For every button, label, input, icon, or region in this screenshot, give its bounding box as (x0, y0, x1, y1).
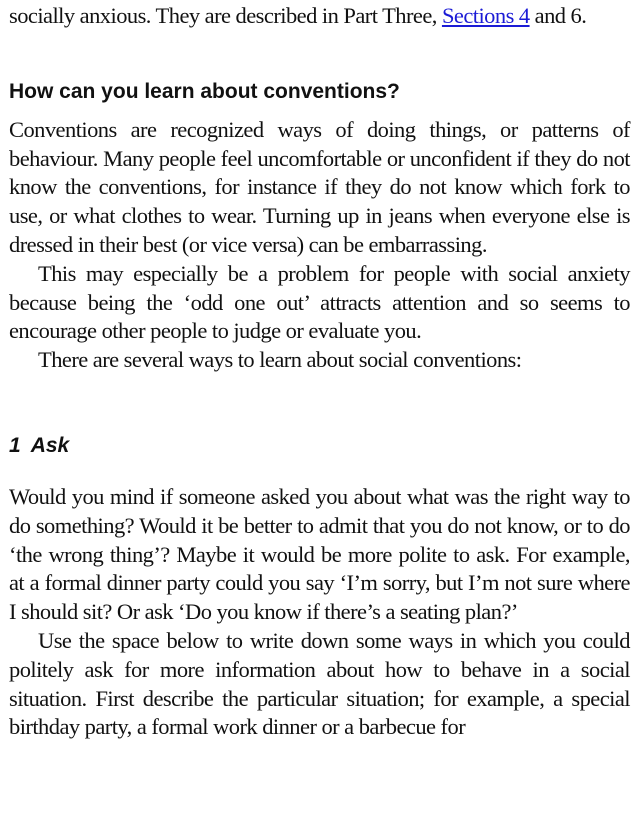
ask-paragraph-2: Use the space below to write down some ways in which you could politely ask for more information about how to behave in a social situation. First describe the particular situation; for example, a special birthday party, a formal work dinner or a barbecue for (9, 627, 630, 740)
conventions-paragraph-1: Conventions are recognized ways of doing things, or patterns of behaviour. Many people feel uncomfortable or unconfident if they do not know the conventions, for instance if they do not know which fork to use, or what clothes to wear. Turning up in jeans when everyone else is dressed in their best (or vice versa) can be embarrassing. (9, 116, 630, 257)
intro-text-after-link: and 6. (529, 3, 587, 28)
conventions-paragraph-3: There are several ways to learn about social conventions: (38, 347, 522, 373)
ask-heading-text: Ask (30, 433, 70, 457)
intro-paragraph (9, 2, 630, 31)
conventions-paragraph-2: This may especially be a problem for people with social anxiety because being the ‘odd one out’ attracts attention and so seems to encourage other people to judge or evaluate you. (9, 260, 630, 344)
sections-4-link[interactable]: Sections 4 (441, 3, 530, 28)
intro-text-before-link: socially anxious. They are described in Part Three, (9, 3, 442, 28)
ask-heading-number: 1 (9, 433, 21, 457)
ask-paragraph-1: Would you mind if someone asked you about what was the right way to do something? Would it be better to admit that you do not know, or to do ‘the wrong thing’? Maybe it would be more polite to ask. For example, at a formal dinner party could you say ‘I’m sorry, but I’m not sure where I should sit? Or ask ‘Do you know if there’s a seating plan?’ (9, 483, 630, 625)
ask-heading (9, 432, 630, 460)
conventions-heading: How can you learn about conventions? (9, 79, 400, 103)
